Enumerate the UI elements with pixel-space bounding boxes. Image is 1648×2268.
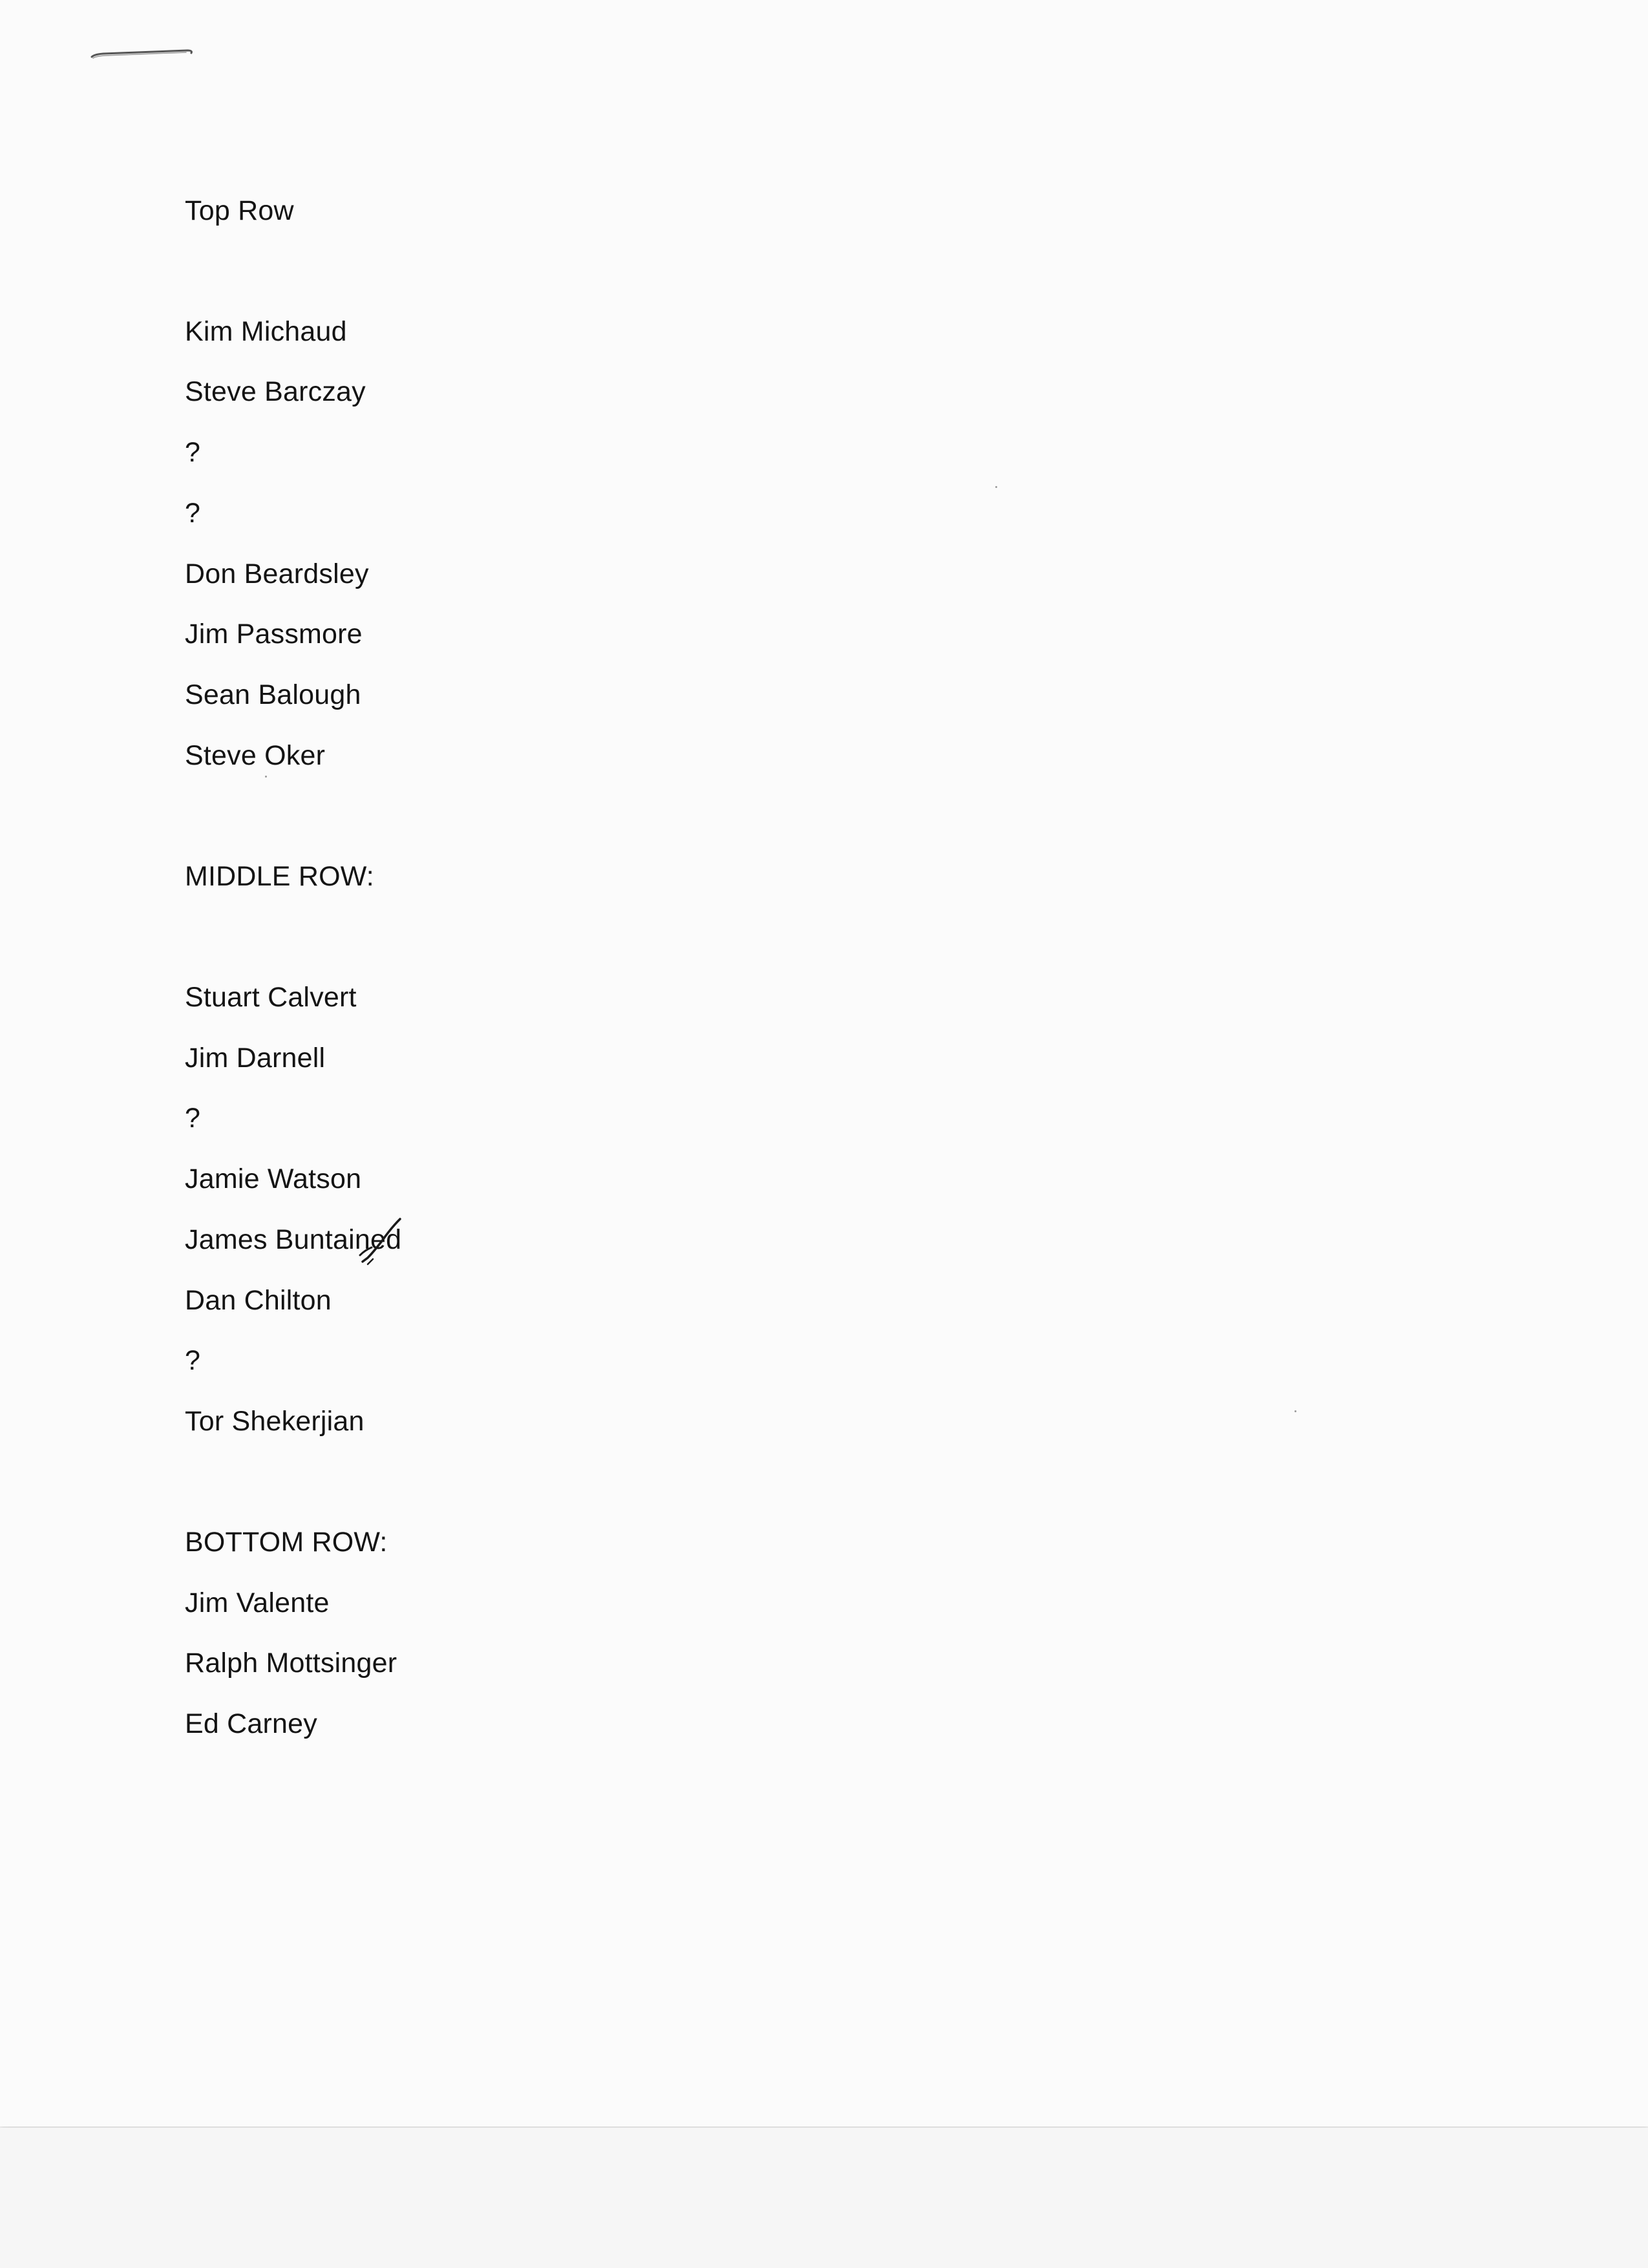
list-item: Jim Darnell [185,1043,326,1074]
page-corner [0,2094,19,2126]
list-item: Dan Chilton [185,1285,332,1316]
list-item: Jamie Watson [185,1163,362,1194]
list-item: Sean Balough [185,679,361,710]
list-item: Tor Shekerjian [185,1406,364,1437]
section-heading-bottom-row: BOTTOM ROW: [185,1527,388,1558]
list-item: Kim Michaud [185,316,347,347]
name-list [185,0,960,2126]
staple-mark-icon [90,39,194,65]
list-item: Steve Barczay [185,376,366,407]
handwritten-check-icon [359,1216,404,1267]
section-heading-middle-row: MIDDLE ROW: [185,861,374,892]
scanner-bed [0,2128,1648,2268]
list-item: James Buntained [185,1224,402,1255]
list-item: Ralph Mottsinger [185,1648,397,1679]
list-item: ? [185,1103,201,1134]
list-item: ? [185,1345,201,1376]
section-heading-top-row: Top Row [185,195,294,226]
list-item: Don Beardsley [185,558,369,589]
scan-speck [1294,1410,1296,1412]
list-item: Jim Valente [185,1587,330,1618]
scan-speck [265,776,267,778]
list-item: Steve Oker [185,740,326,771]
list-item: Ed Carney [185,1708,317,1739]
list-item: Jim Passmore [185,619,363,650]
list-item: ? [185,498,201,529]
scan-speck [995,486,997,488]
list-item: Stuart Calvert [185,982,357,1013]
list-item: ? [185,437,201,468]
